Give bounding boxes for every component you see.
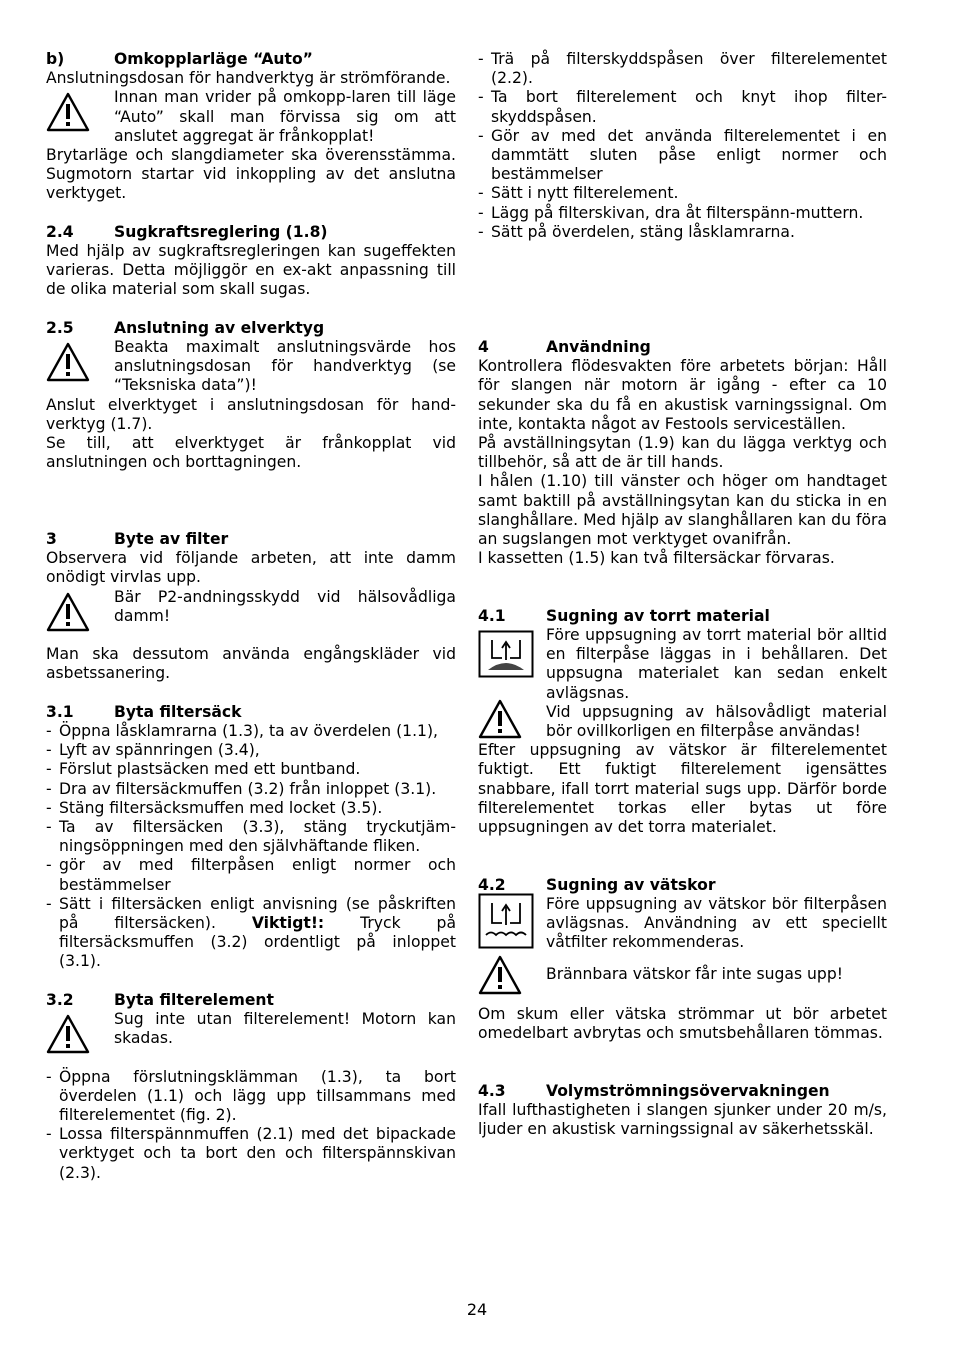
warning-block xyxy=(46,88,456,146)
warning-triangle-icon xyxy=(478,959,546,1005)
section-heading-3: 3 Byte av filter xyxy=(46,529,229,548)
list-item: - Trä på filterskyddspåsen över filterelementet (2.2). xyxy=(478,50,887,88)
warning-triangle-icon xyxy=(46,88,114,146)
left-column xyxy=(46,50,456,1183)
section-heading-2-5: 2.5 Anslutning av elverktyg xyxy=(46,318,325,337)
section-heading-4-3: 4.3 Volymströmningsövervakningen xyxy=(478,1081,830,1100)
dry-suction-icon xyxy=(478,626,546,703)
warning-block xyxy=(478,959,887,1005)
paragraph: Kontrollera flödesvakten före arbetets början: Håll för slangen när motorn är igång - efter ca 10 sekunder ska du få en akustisk varningssignal. Om inte, kontakta något av Festools serviceställen. xyxy=(478,357,887,433)
warning-text: Vid uppsugning av hälsovådligt material bör ovillkorligen en filterpåse användas! xyxy=(546,702,887,740)
right-column xyxy=(478,50,887,1139)
list-item: - Lägg på filterskivan, dra åt filterspänn-muttern. xyxy=(478,204,887,223)
warning-block xyxy=(46,1010,456,1068)
paragraph: Observera vid följande arbeten, att inte damm onödigt virvlas upp. xyxy=(46,549,456,587)
paragraph: Med hjälp av sugkraftsregleringen kan sugeffekten varieras. Detta möjliggör en ex-akt anpassning till de olika material som skall sugas. xyxy=(46,242,456,299)
paragraph: Brytarläge och slangdiameter ska överensstämma. Sugmotorn startar vid inkoppling av det anslutna verktyget. xyxy=(46,146,456,203)
paragraph: Anslut elverktyget i anslutningsdosan för hand-verktyg (1.7). xyxy=(46,395,456,433)
section-heading-4-1: 4.1 Sugning av torrt material xyxy=(478,606,770,625)
dry-suction-text: Före uppsugning av torrt material bör alltid en filterpåse läggas in i behållaren. Det uppsugna materialet kan sedan enkelt avlägsnas. xyxy=(546,625,887,702)
filter-element-steps xyxy=(46,1068,456,1183)
paragraph: I kassetten (1.5) kan två filtersäckar förvaras. xyxy=(478,549,835,568)
paragraph: Efter uppsugning av vätskor är filterelementet fuktigt. Ett fuktigt filterelement igensättes snabbare, ifall torrt material sugs upp. Därför borde filterelementet torkas eller bytas ut före uppsugningen av det torra materialet. xyxy=(478,741,887,836)
list-item: - Sätt i filtersäcken enligt anvisning (se påskriften på filtersäcken). Viktigt!: Tryck på filtersäcksmuffen (3.2) ordentligt på inloppet (3.1). xyxy=(46,895,456,972)
warning-block xyxy=(46,588,456,646)
list-item: - Öppna låsklamrarna (1.3), ta av överdelen (1.1), xyxy=(46,722,456,741)
wet-suction-icon xyxy=(478,895,546,959)
list-item: - Ta av filtersäcken (3.3), stäng tryckutjäm-ningsöppningen med den självhäftande fliken. xyxy=(46,818,456,856)
filter-bag-steps xyxy=(46,722,456,972)
filter-element-steps-cont xyxy=(478,50,887,242)
warning-block xyxy=(478,703,887,741)
section-heading-3-2: 3.2 Byta filterelement xyxy=(46,990,274,1009)
section-heading-4: 4 Användning xyxy=(478,337,651,356)
paragraph: Om skum eller vätska strömmar ut bör arbetet omedelbart avbrytas och smutsbehållaren tömmas. xyxy=(478,1004,887,1042)
list-item: - Sätt i nytt filterelement. xyxy=(478,184,887,203)
paragraph: På avställningsytan (1.9) kan du lägga verktyg och tillbehör, så att de är till hands. xyxy=(478,433,887,472)
section-heading-3-1: 3.1 Byta filtersäck xyxy=(46,702,242,721)
list-item: - Ta bort filterelement och knyt ihop filter-skyddspåsen. xyxy=(478,88,887,126)
dry-suction-block xyxy=(478,626,887,703)
warning-block xyxy=(46,338,456,396)
warning-text: Bär P2-andningsskydd vid hälsovådliga damm! xyxy=(114,587,456,625)
warning-triangle-icon xyxy=(46,588,114,646)
paragraph: Se till, att elverktyget är frånkopplat vid anslutningen och borttagningen. xyxy=(46,434,456,472)
paragraph: I hålen (1.10) till vänster och höger om handtaget samt baktill på avställningsytan kan du sticka in en slanghållare. Med hjälp av slanghållaren kan du föra an sugslangen mot verktyget ovanifrån. xyxy=(478,472,887,548)
wet-suction-text: Före uppsugning av vätskor bör filterpåsen avlägsnas. Användning av ett speciellt våtfilter rekommenderas. xyxy=(546,894,887,952)
list-item: - Sätt på överdelen, stäng låsklamrarna. xyxy=(478,223,887,242)
paragraph: Man ska dessutom använda engångskläder vid asbetssanering. xyxy=(46,645,456,683)
section-heading-4-2: 4.2 Sugning av vätskor xyxy=(478,875,716,894)
paragraph: Ifall lufthastigheten i slangen sjunker under 20 m/s, ljuder en akustisk varningssignal av säkerhetsskäl. xyxy=(478,1100,887,1138)
page-number: 24 xyxy=(466,1300,488,1319)
list-item: - gör av med filterpåsen enligt normer och bestämmelser xyxy=(46,856,456,894)
section-heading-2-4: 2.4 Sugkraftsreglering (1.8) xyxy=(46,222,328,241)
warning-text: Innan man vrider på omkopp-laren till läge “Auto” skall man förvissa sig om att anslutet aggregat är frånkopplat! xyxy=(114,88,456,145)
warning-triangle-icon xyxy=(478,703,546,741)
warning-text: Beakta maximalt anslutningsvärde hos anslutningsdosan för handverktyg (se “Teksniska data”)! xyxy=(114,338,456,395)
warning-text: Brännbara vätskor får inte sugas upp! xyxy=(546,964,843,983)
paragraph: Anslutningsdosan för handverktyg är strömförande. xyxy=(46,69,451,88)
section-heading-b: b) Omkopplarläge “Auto” xyxy=(46,50,313,68)
warning-triangle-icon xyxy=(46,1010,114,1068)
list-item: - Förslut plastsäcken med ett buntband. xyxy=(46,760,456,779)
warning-text: Sug inte utan filterelement! Motorn kan skadas. xyxy=(114,1010,456,1048)
list-item: - Stäng filtersäcksmuffen med locket (3.5). xyxy=(46,799,456,818)
warning-triangle-icon xyxy=(46,338,114,396)
list-item: - Lossa filterspännmuffen (2.1) med det bipackade verktyget och ta bort den och filterspännskivan (2.3). xyxy=(46,1125,456,1183)
list-item: - Gör av med det använda filterelementet i en dammtätt sluten påse enligt normer och bestämmelser xyxy=(478,127,887,185)
list-item: - Lyft av spännringen (3.4), xyxy=(46,741,456,760)
list-item: - Öppna förslutningsklämman (1.3), ta bort överdelen (1.1) och lägg upp tillsammans med filterelementet (fig. 2). xyxy=(46,1068,456,1126)
wet-suction-block xyxy=(478,895,887,959)
list-item: - Dra av filtersäckmuffen (3.2) från inloppet (3.1). xyxy=(46,780,456,799)
